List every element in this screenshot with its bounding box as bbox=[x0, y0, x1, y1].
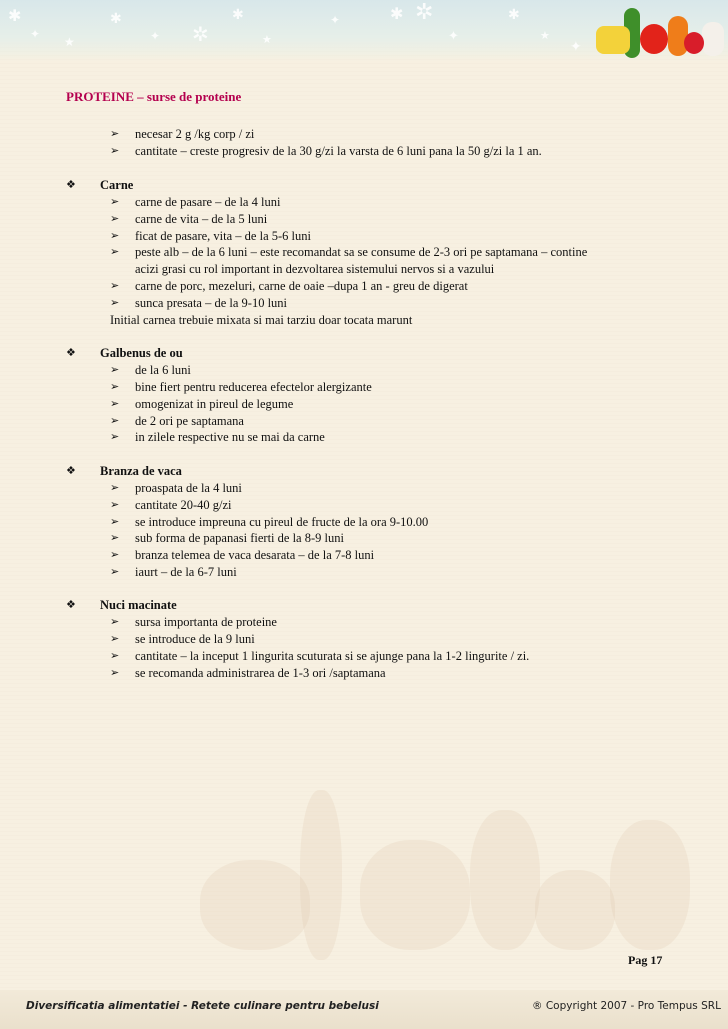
star-decoration-icon: ✱ bbox=[8, 6, 22, 25]
arrow-bullet-icon: ➢ bbox=[110, 515, 120, 528]
list-item: ficat de pasare, vita – de la 5-6 luni bbox=[135, 229, 311, 243]
tomato-icon bbox=[640, 24, 668, 54]
list-item: de 2 ori pe saptamana bbox=[135, 414, 244, 428]
arrow-bullet-icon: ➢ bbox=[110, 127, 120, 140]
footer-copyright: ® Copyright 2007 - Pro Tempus SRL bbox=[532, 1000, 721, 1012]
star-decoration-icon: ★ bbox=[262, 33, 272, 46]
arrow-bullet-icon: ➢ bbox=[110, 615, 120, 628]
group-title: Galbenus de ou bbox=[100, 346, 183, 360]
list-item: cantitate 20-40 g/zi bbox=[135, 498, 232, 512]
arrow-bullet-icon: ➢ bbox=[110, 531, 120, 544]
page-number: Pag 17 bbox=[628, 953, 663, 967]
list-item: branza telemea de vaca desarata – de la 7-8 luni bbox=[135, 548, 375, 562]
list-item: omogenizat in pireul de legume bbox=[135, 397, 294, 411]
star-decoration-icon: ✦ bbox=[150, 29, 161, 43]
arrow-bullet-icon: ➢ bbox=[110, 144, 120, 157]
list-item: se recomanda administrarea de 1-3 ori /saptamana bbox=[135, 666, 386, 680]
arrow-bullet-icon: ➢ bbox=[110, 397, 120, 410]
arrow-bullet-icon: ➢ bbox=[110, 279, 120, 292]
list-item: iaurt – de la 6-7 luni bbox=[135, 565, 237, 579]
watermark-cheese-icon bbox=[200, 860, 310, 950]
list-item: carne de pasare – de la 4 luni bbox=[135, 195, 281, 209]
cheese-icon bbox=[596, 26, 630, 54]
diamond-bullet-icon: ❖ bbox=[66, 346, 76, 359]
arrow-bullet-icon: ➢ bbox=[110, 212, 120, 225]
star-decoration-icon: ★ bbox=[64, 35, 75, 49]
diamond-bullet-icon: ❖ bbox=[66, 464, 76, 477]
list-item: proaspata de la 4 luni bbox=[135, 481, 242, 495]
star-decoration-icon: ✦ bbox=[448, 29, 459, 44]
list-item: bine fiert pentru reducerea efectelor alergizante bbox=[135, 380, 372, 394]
arrow-bullet-icon: ➢ bbox=[110, 498, 120, 511]
list-item: peste alb – de la 6 luni – este recomandat sa se consume de 2-3 ori pe saptamana – contine bbox=[135, 245, 588, 259]
section-title: PROTEINE – surse de proteine bbox=[66, 89, 242, 104]
star-decoration-icon: ✦ bbox=[330, 13, 341, 27]
arrow-bullet-icon: ➢ bbox=[110, 565, 120, 578]
star-decoration-icon: ✦ bbox=[570, 39, 582, 55]
intro-line: cantitate – creste progresiv de la 30 g/zi la varsta de 6 luni pana la 50 g/zi la 1 an. bbox=[135, 144, 542, 158]
arrow-bullet-icon: ➢ bbox=[110, 430, 120, 443]
list-item: sunca presata – de la 9-10 luni bbox=[135, 296, 288, 310]
star-decoration-icon: ✲ bbox=[192, 22, 209, 46]
list-item: se introduce impreuna cu pireul de fructe de la ora 9-10.00 bbox=[135, 515, 429, 529]
arrow-bullet-icon: ➢ bbox=[110, 632, 120, 645]
star-decoration-icon: ✱ bbox=[390, 4, 404, 23]
star-decoration-icon: ✲ bbox=[415, 0, 434, 25]
strawberry-icon bbox=[684, 32, 704, 54]
list-item: in zilele respective nu se mai da carne bbox=[135, 430, 325, 444]
arrow-bullet-icon: ➢ bbox=[110, 548, 120, 561]
star-decoration-icon: ✱ bbox=[232, 7, 244, 23]
group-title: Nuci macinate bbox=[100, 598, 177, 612]
list-item: carne de porc, mezeluri, carne de oaie –dupa 1 an - greu de digerat bbox=[135, 279, 468, 293]
watermark-strawberry-icon bbox=[535, 870, 615, 950]
arrow-bullet-icon: ➢ bbox=[110, 666, 120, 679]
arrow-bullet-icon: ➢ bbox=[110, 649, 120, 662]
watermark-garlic-icon bbox=[610, 820, 690, 950]
top-decorative-band bbox=[0, 0, 728, 62]
list-item: sub forma de papanasi fierti de la 8-9 luni bbox=[135, 531, 344, 545]
list-item: de la 6 luni bbox=[135, 363, 191, 377]
arrow-bullet-icon: ➢ bbox=[110, 195, 120, 208]
watermark-cucumber-icon bbox=[300, 790, 342, 960]
star-decoration-icon: ✦ bbox=[30, 27, 41, 41]
group-title: Carne bbox=[100, 178, 134, 192]
list-item: se introduce de la 9 luni bbox=[135, 632, 255, 646]
list-item: carne de vita – de la 5 luni bbox=[135, 212, 268, 226]
group-title: Branza de vaca bbox=[100, 464, 182, 478]
arrow-bullet-icon: ➢ bbox=[110, 363, 120, 376]
star-decoration-icon: ✱ bbox=[110, 11, 122, 27]
watermark-carrot-icon bbox=[470, 810, 540, 950]
star-decoration-icon: ✱ bbox=[508, 7, 520, 23]
group-note: Initial carnea trebuie mixata si mai tarziu doar tocata marunt bbox=[110, 313, 413, 327]
footer-title: Diversificatia alimentatiei - Retete culinare pentru bebelusi bbox=[26, 1000, 379, 1012]
diamond-bullet-icon: ❖ bbox=[66, 178, 76, 191]
watermark-tomato-icon bbox=[360, 840, 470, 950]
diamond-bullet-icon: ❖ bbox=[66, 598, 76, 611]
star-decoration-icon: ★ bbox=[540, 29, 550, 42]
arrow-bullet-icon: ➢ bbox=[110, 481, 120, 494]
arrow-bullet-icon: ➢ bbox=[110, 380, 120, 393]
intro-line: necesar 2 g /kg corp / zi bbox=[135, 127, 255, 141]
arrow-bullet-icon: ➢ bbox=[110, 296, 120, 309]
list-item: sursa importanta de proteine bbox=[135, 615, 277, 629]
garlic-icon bbox=[702, 22, 724, 56]
arrow-bullet-icon: ➢ bbox=[110, 229, 120, 242]
list-item: cantitate – la inceput 1 lingurita scuturata si se ajunge pana la 1-2 lingurite / zi. bbox=[135, 649, 530, 663]
arrow-bullet-icon: ➢ bbox=[110, 414, 120, 427]
arrow-bullet-icon: ➢ bbox=[110, 245, 120, 258]
list-item-continuation: acizi grasi cu rol important in dezvoltarea sistemului nervos si a vazului bbox=[135, 262, 495, 276]
